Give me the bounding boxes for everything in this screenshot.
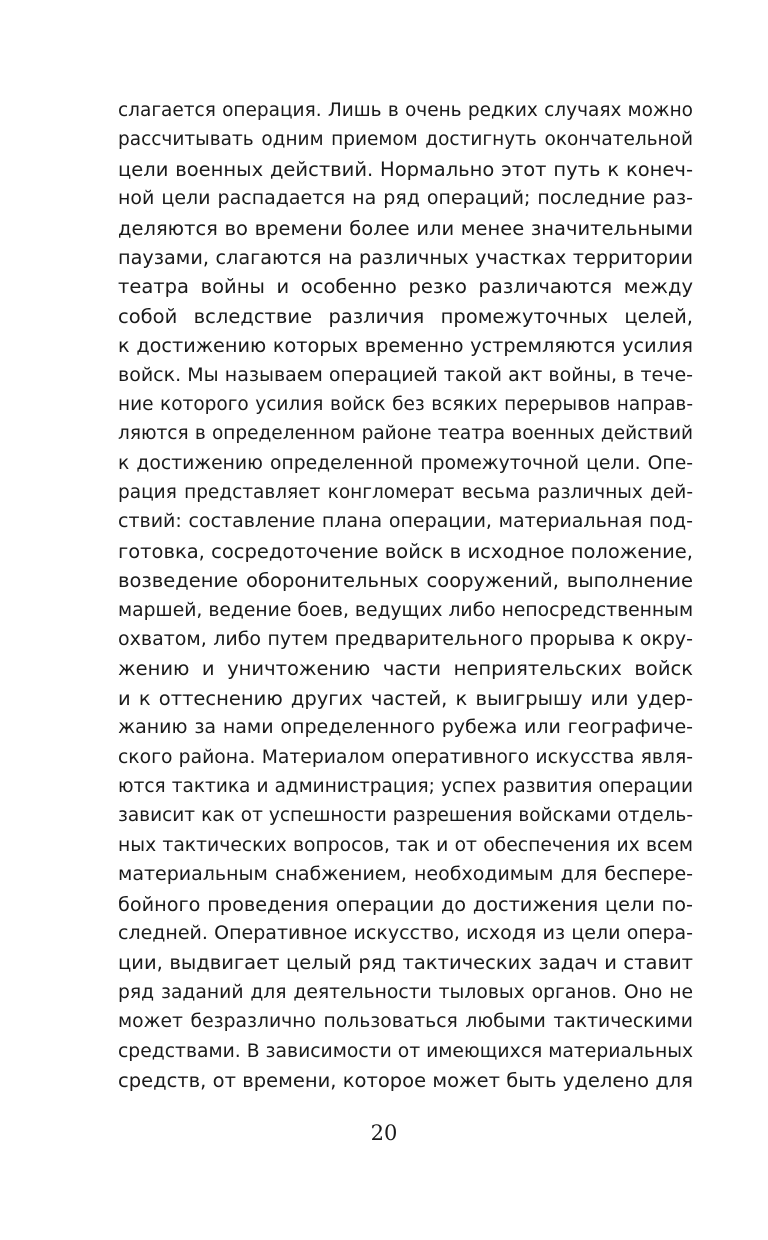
page-number: 20: [370, 1121, 398, 1145]
text-line: готовка, сосредоточение войск в исходное положение,: [118, 539, 693, 563]
text-line: маршей, ведение боев, ведущих либо непосредственным: [118, 599, 694, 621]
text-line: средствами. В зависимости от имеющихся материальных: [118, 1040, 694, 1062]
text-line: театра войны и особенно резко различаются между: [118, 275, 693, 299]
text-line: может безразлично пользоваться любыми тактическими: [118, 1011, 693, 1033]
text-line: к достижению которых временно устремляются усилия: [118, 334, 693, 358]
text-line: зависит как от успешности разрешения войсками отдель-: [118, 805, 693, 827]
text-line: ляются в определенном районе театра военных действий: [118, 423, 693, 445]
text-line: цели военных действий. Нормально этот путь к конеч-: [118, 157, 693, 181]
text-line: ряд заданий для деятельности тыловых органов. Оно не: [118, 981, 693, 1003]
text-line: к достижению определенной промежуточной цели. Опе-: [118, 452, 693, 474]
text-line: деляются во времени более или менее значительными: [118, 216, 693, 240]
text-line: рация представляет конгломерат весьма различных дей-: [118, 482, 693, 504]
text-line: ных тактических вопросов, так и от обеспечения их всем: [118, 834, 693, 856]
text-line: жению и уничтожению части неприятельских войск: [118, 657, 693, 681]
text-line: паузами, слагаются на различных участках территории: [118, 245, 693, 269]
text-line: следней. Оперативное искусство, исходя из цели опера-: [118, 921, 693, 944]
text-line: собой вследствие различия промежуточных целей,: [118, 304, 693, 328]
text-line: материальным снабжением, необходимым для беспере-: [118, 863, 693, 886]
text-line: возведение оборонительных сооружений, выполнение: [118, 569, 693, 593]
text-line: ского района. Материалом оперативного искусства явля-: [118, 746, 693, 768]
body-text: [118, 96, 693, 1095]
text-line: охватом, либо путем предварительного прорыва к окру-: [118, 628, 693, 651]
text-line: и к оттеснению других частей, к выигрышу или удер-: [118, 686, 693, 710]
text-line: ции, выдвигает целый ряд тактических задач и ставит: [118, 951, 693, 975]
text-line: средств, от времени, которое может быть уделено для: [118, 1068, 693, 1092]
text-line: ются тактика и администрация; успех развития операции: [118, 775, 693, 797]
text-line: ние которого усилия войск без всяких перерывов направ-: [118, 393, 693, 415]
text-line: бойного проведения операции до достижения цели по-: [118, 892, 693, 916]
text-line: ной цели распадается на ряд операций; последние раз-: [118, 187, 693, 210]
text-line: жанию за нами определенного рубежа или географиче-: [118, 716, 693, 739]
text-line: войск. Мы называем операцией такой акт войны, в тече-: [118, 363, 693, 386]
text-line: ствий: составление плана операции, материальная под-: [118, 510, 693, 533]
text-line: слагается операция. Лишь в очень редких случаях можно: [118, 100, 693, 121]
text-line: рассчитывать одним приемом достигнуть окончательной: [118, 129, 693, 151]
